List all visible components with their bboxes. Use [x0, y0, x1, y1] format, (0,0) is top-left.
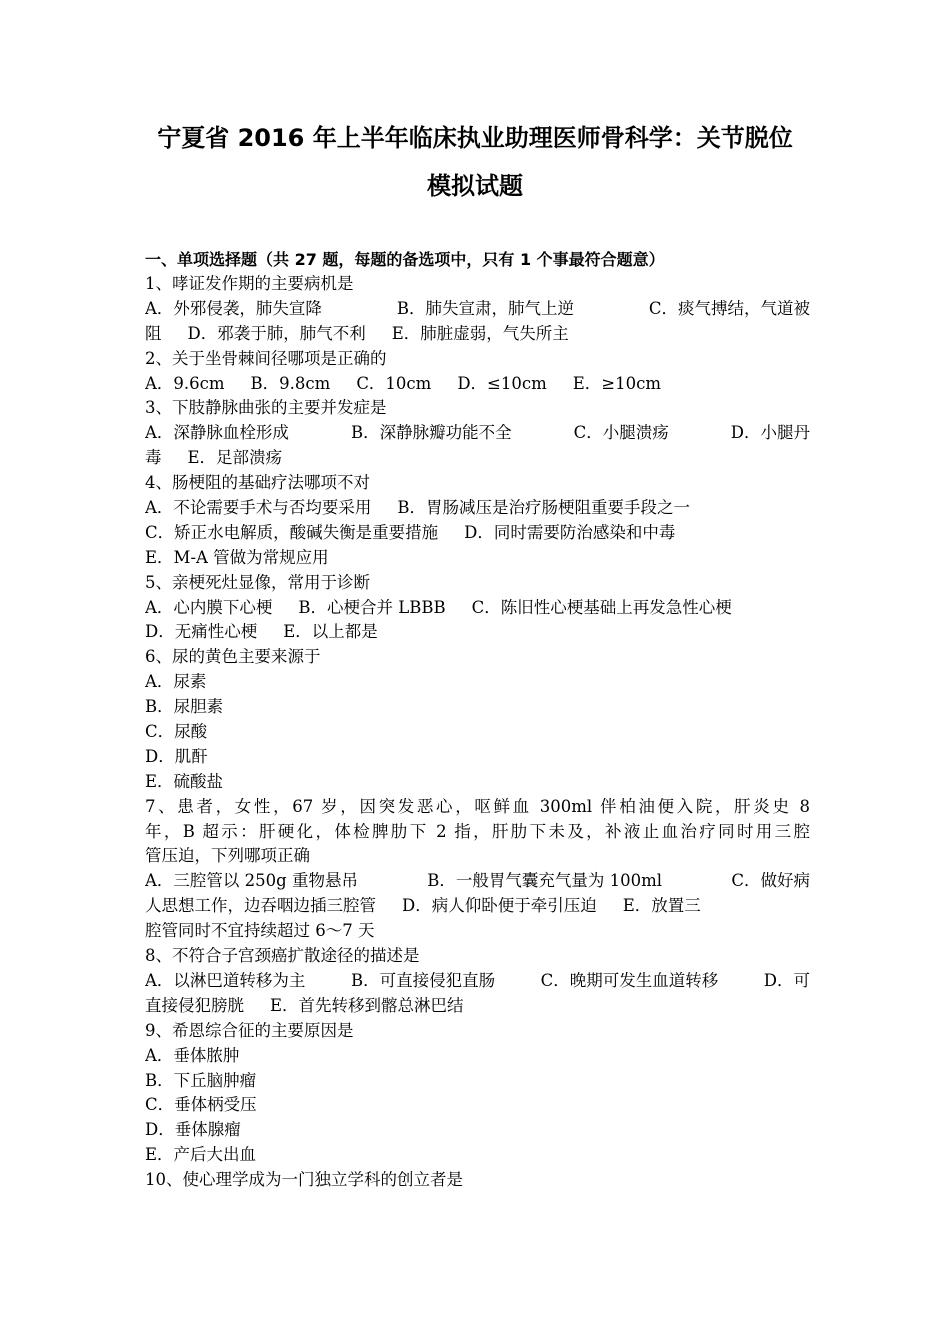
answer-option: 直接侵犯膀胱: [145, 995, 244, 1015]
answer-option: D．肌酐: [145, 746, 208, 766]
option-line: [145, 670, 810, 695]
answer-option: B．下丘脑肿瘤: [145, 1070, 257, 1090]
answer-option: C．陈旧性心梗基础上再发急性心梗: [471, 597, 732, 617]
question-stem: 6、尿的黄色主要来源于: [145, 647, 321, 667]
option-line: [145, 919, 810, 944]
answer-option: 阻: [145, 323, 162, 343]
answer-option: 毒: [145, 448, 162, 468]
answer-option: E．放置三: [622, 896, 701, 916]
option-line: [145, 596, 810, 621]
option-line: [145, 446, 810, 471]
answer-option: D．无痛性心梗: [145, 622, 258, 642]
option-line: [145, 1118, 810, 1143]
answer-option: D．邪袭于肺，肺气不利: [187, 323, 366, 343]
answer-option: D．垂体腺瘤: [145, 1120, 241, 1140]
answer-option: A．三腔管以 250g 重物悬吊: [145, 871, 358, 891]
option-line: [145, 322, 810, 347]
question-stem: 4、肠梗阻的基础疗法哪项不对: [145, 473, 370, 493]
answer-option: D．≤10cm: [457, 373, 547, 393]
option-line: [145, 745, 810, 770]
question-stem: 5、亲梗死灶显像，常用于诊断: [145, 572, 370, 592]
answer-option: 人思想工作，边吞咽边插三腔管: [145, 896, 376, 916]
section-header: 一、单项选择题（共 27 题，每题的备选项中，只有 1 个事最符合题意）: [145, 250, 665, 269]
answer-option: D．小腿丹: [730, 423, 810, 443]
option-line: [145, 372, 810, 397]
question-stem: 年，B 超示：肝硬化，体检脾肋下 2 指，肝肋下未及，补液止血治疗同时用三腔: [145, 821, 810, 841]
option-line: [145, 894, 810, 919]
answer-option: C．垂体柄受压: [145, 1095, 257, 1115]
option-line: [145, 770, 810, 795]
option-line: [145, 1069, 810, 1094]
option-line: [145, 1044, 810, 1069]
answer-option: E．硫酸盐: [145, 771, 224, 791]
answer-option: C．晚期可发生血道转移: [540, 970, 719, 990]
answer-option: A．尿素: [145, 672, 207, 692]
answer-option: B．可直接侵犯直肠: [350, 970, 496, 990]
answer-option: A．外邪侵袭，肺失宣降: [145, 298, 322, 318]
answer-option: E．首先转移到髂总淋巴结: [270, 995, 464, 1015]
question-stem: 3、下肢静脉曲张的主要并发症是: [145, 398, 387, 418]
answer-option: A．9.6cm: [145, 373, 225, 393]
question-stem: 9、希恩综合征的主要原因是: [145, 1020, 354, 1040]
answer-option: B．肺失宣肃，肺气上逆: [396, 298, 574, 318]
option-line: [145, 620, 810, 645]
answer-option: E．以上都是: [283, 622, 378, 642]
answer-option: A．心内膜下心梗: [145, 597, 273, 617]
answer-option: D．可: [763, 970, 810, 990]
option-line: [145, 546, 810, 571]
question-stem: 7、患者，女性，67 岁，因突发恶心，呕鲜血 300ml 伴柏油便入院，肝炎史 8: [145, 796, 810, 816]
answer-option: C．做好病: [731, 871, 810, 891]
answer-option: C．矫正水电解质，酸碱失衡是重要措施: [145, 522, 439, 542]
answer-option: B．尿胆素: [145, 697, 224, 717]
answer-option: D．病人仰卧便于牵引压迫: [402, 896, 597, 916]
answer-option: B．深静脉瓣功能不全: [350, 423, 512, 443]
question-stem: 管压迫，下列哪项正确: [145, 846, 310, 866]
answer-option: E．足部溃疡: [187, 448, 283, 468]
document-title-line-2: 模拟试题: [427, 172, 523, 200]
answer-option: B．9.8cm: [250, 373, 331, 393]
answer-option: C．10cm: [356, 373, 432, 393]
question-stem: 1、哮证发作期的主要病机是: [145, 274, 354, 293]
answer-option: A．不论需要手术与否均要采用: [145, 498, 372, 518]
answer-option: B．一般胃气囊充气量为 100ml: [427, 871, 663, 891]
answer-option: A．深静脉血栓形成: [145, 423, 289, 443]
question-stem: 10、使心理学成为一门独立学科的创立者是: [145, 1170, 463, 1190]
answer-option: C．痰气搏结，气道被: [648, 298, 810, 318]
answer-option: A．以淋巴道转移为主: [145, 970, 306, 990]
option-line: [145, 1143, 810, 1168]
answer-option: D．同时需要防治感染和中毒: [464, 522, 676, 542]
option-line: [145, 1093, 810, 1118]
option-line: [145, 969, 810, 994]
answer-option: C．尿酸: [145, 722, 208, 742]
option-line: [145, 869, 810, 894]
document-title-line-1: 宁夏省 2016 年上半年临床执业助理医师骨科学：关节脱位: [157, 124, 793, 152]
answer-option: E．≥10cm: [572, 373, 662, 393]
answer-option: E．M-A 管做为常规应用: [145, 547, 329, 567]
answer-option: E．产后大出血: [145, 1145, 257, 1165]
option-line: [145, 720, 810, 745]
option-line: [145, 521, 810, 546]
answer-option: B．心梗合并 LBBB: [298, 597, 446, 617]
answer-option: A．垂体脓肿: [145, 1045, 240, 1065]
question-stem: 8、不符合子宫颈癌扩散途径的描述是: [145, 946, 420, 966]
question-stem: 2、关于坐骨棘间径哪项是正确的: [145, 348, 387, 368]
question-list: [145, 272, 810, 1193]
option-line: [145, 421, 810, 446]
option-line: [145, 695, 810, 720]
option-line: [145, 994, 810, 1019]
answer-option: E．肺脏虚弱，气失所主: [391, 323, 569, 343]
answer-option: C．小腿溃疡: [573, 423, 669, 443]
answer-option: 腔管同时不宜持续超过 6～7 天: [145, 921, 375, 941]
option-line: [145, 496, 810, 521]
option-line: [145, 297, 810, 322]
answer-option: B．胃肠减压是治疗肠梗阻重要手段之一: [397, 498, 691, 518]
